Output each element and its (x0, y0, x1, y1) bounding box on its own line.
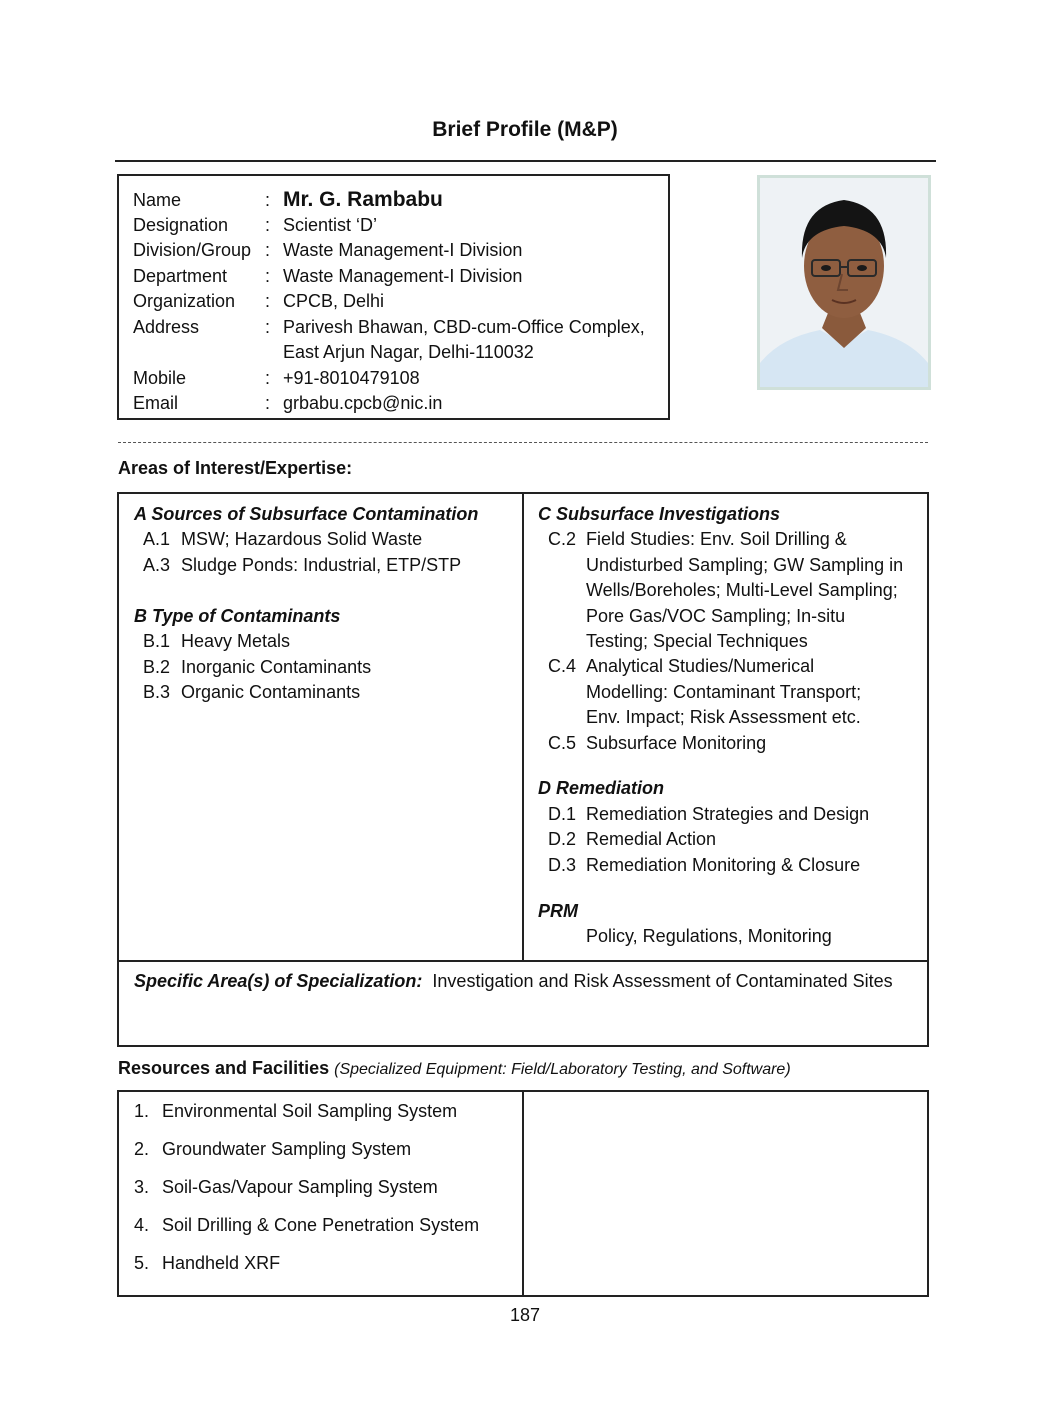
title-rule (115, 160, 936, 162)
item-code: A.3 (143, 555, 171, 575)
separator-dashes (118, 442, 928, 443)
profile-colon: : (265, 240, 271, 260)
list-item (134, 1139, 411, 1160)
item-text-continued: Wells/Boreholes; Multi-Level Sampling; (586, 580, 898, 600)
profile-row-mobile (133, 366, 420, 391)
item-text: Soil Drilling & Cone Penetration System (162, 1215, 480, 1235)
item-text-continued: Pore Gas/VOC Sampling; In-situ (586, 606, 846, 626)
list-item (548, 656, 814, 677)
list-item (548, 804, 869, 825)
item-number: 5. (134, 1253, 150, 1273)
item-text: Handheld XRF (162, 1253, 281, 1273)
specialization-line (134, 971, 893, 992)
item-number: 2. (134, 1139, 150, 1159)
profile-value: Scientist ‘D’ (283, 215, 378, 235)
page-title: Brief Profile (M&P) (432, 118, 618, 141)
profile-row-designation (133, 213, 377, 238)
profile-value: CPCB, Delhi (283, 291, 385, 311)
profile-value: Parivesh Bhawan, CBD-cum-Office Complex, (283, 317, 645, 337)
profile-value: grbabu.cpcb@nic.in (283, 393, 443, 413)
item-text-continued: Testing; Special Techniques (586, 631, 808, 651)
profile-value: East Arjun Nagar, Delhi-110032 (283, 342, 534, 362)
profile-colon: : (265, 266, 271, 286)
item-code: A.1 (143, 529, 171, 549)
item-text: Remediation Strategies and Design (586, 804, 870, 824)
item-text: Analytical Studies/Numerical (586, 656, 815, 676)
list-item (134, 1253, 280, 1274)
profile-label: Name (133, 190, 182, 210)
item-text: Soil-Gas/Vapour Sampling System (162, 1177, 438, 1197)
profile-label: Mobile (133, 368, 187, 388)
item-text: Remediation Monitoring & Closure (586, 855, 861, 875)
profile-photo (757, 175, 931, 390)
profile-value: Waste Management-I Division (283, 240, 523, 260)
item-text: Groundwater Sampling System (162, 1139, 412, 1159)
list-item (143, 657, 371, 678)
profile-label: Address (133, 317, 200, 337)
profile-value: +91-8010479108 (283, 368, 420, 388)
profile-row-name (133, 187, 443, 213)
item-code: C.5 (548, 733, 577, 753)
profile-row-address-cont (133, 340, 534, 365)
item-number: 4. (134, 1215, 150, 1235)
profile-row-email (133, 391, 442, 416)
profile-row-organization (133, 289, 384, 314)
profile-label: Organization (133, 291, 236, 311)
category-a-title: A Sources of Subsurface Contamination (134, 504, 479, 524)
resources-heading: Resources and Facilities (118, 1058, 330, 1078)
profile-colon: : (265, 393, 271, 413)
profile-colon: : (265, 190, 271, 210)
item-text: MSW; Hazardous Solid Waste (181, 529, 423, 549)
profile-colon: : (265, 317, 271, 337)
list-item (134, 1101, 457, 1122)
category-b-title: B Type of Contaminants (134, 606, 341, 626)
profile-row-department (133, 264, 522, 289)
prm-text: Policy, Regulations, Monitoring (586, 926, 832, 946)
item-code: D.2 (548, 829, 577, 849)
item-number: 3. (134, 1177, 150, 1197)
list-item (548, 855, 860, 876)
item-code: D.3 (548, 855, 577, 875)
profile-value: Waste Management-I Division (283, 266, 523, 286)
specialization-text: Investigation and Risk Assessment of Contaminated Sites (432, 971, 893, 991)
profile-label: Email (133, 393, 179, 413)
item-text: Organic Contaminants (181, 682, 361, 702)
category-c-title: C Subsurface Investigations (538, 504, 781, 524)
resources-right-cell (522, 1090, 929, 1297)
list-item (143, 529, 422, 550)
item-text: Field Studies: Env. Soil Drilling & (586, 529, 847, 549)
item-text: Heavy Metals (181, 631, 291, 651)
profile-colon: : (265, 215, 271, 235)
person-photo-icon (760, 178, 928, 387)
item-code: D.1 (548, 804, 577, 824)
profile-label: Division/Group (133, 240, 252, 260)
item-code: C.2 (548, 529, 577, 549)
item-text: Sludge Ponds: Industrial, ETP/STP (181, 555, 462, 575)
specialization-label: Specific Area(s) of Specialization: (134, 971, 423, 991)
category-d-title: D Remediation (538, 778, 665, 798)
item-text-continued: Modelling: Contaminant Transport; (586, 682, 862, 702)
list-item (134, 1215, 479, 1236)
profile-row-division (133, 238, 522, 263)
item-text: Subsurface Monitoring (586, 733, 767, 753)
resources-heading-line (118, 1058, 791, 1079)
item-text: Inorganic Contaminants (181, 657, 372, 677)
profile-row-address (133, 315, 645, 340)
profile-name-value: Mr. G. Rambabu (283, 188, 443, 211)
list-item (143, 631, 290, 652)
item-number: 1. (134, 1101, 150, 1121)
profile-colon: : (265, 368, 271, 388)
list-item (134, 1177, 438, 1198)
item-text-continued: Env. Impact; Risk Assessment etc. (586, 707, 861, 727)
category-prm-title: PRM (538, 901, 578, 921)
list-item (143, 682, 360, 703)
profile-info-box (117, 174, 670, 420)
areas-heading: Areas of Interest/Expertise: (118, 458, 353, 478)
profile-label: Department (133, 266, 228, 286)
resources-subheading: (Specialized Equipment: Field/Laboratory Testing, and Software) (334, 1061, 791, 1078)
list-item (548, 529, 847, 550)
item-text-continued: Undisturbed Sampling; GW Sampling in (586, 555, 904, 575)
profile-label: Designation (133, 215, 229, 235)
profile-colon: : (265, 291, 271, 311)
item-code: B.2 (143, 657, 171, 677)
item-code: C.4 (548, 656, 577, 676)
item-text: Environmental Soil Sampling System (162, 1101, 458, 1121)
list-item (548, 829, 716, 850)
item-code: B.1 (143, 631, 171, 651)
list-item (548, 733, 766, 754)
list-item (143, 555, 461, 576)
page-number: 187 (509, 1305, 541, 1325)
item-code: B.3 (143, 682, 171, 702)
item-text: Remedial Action (586, 829, 717, 849)
